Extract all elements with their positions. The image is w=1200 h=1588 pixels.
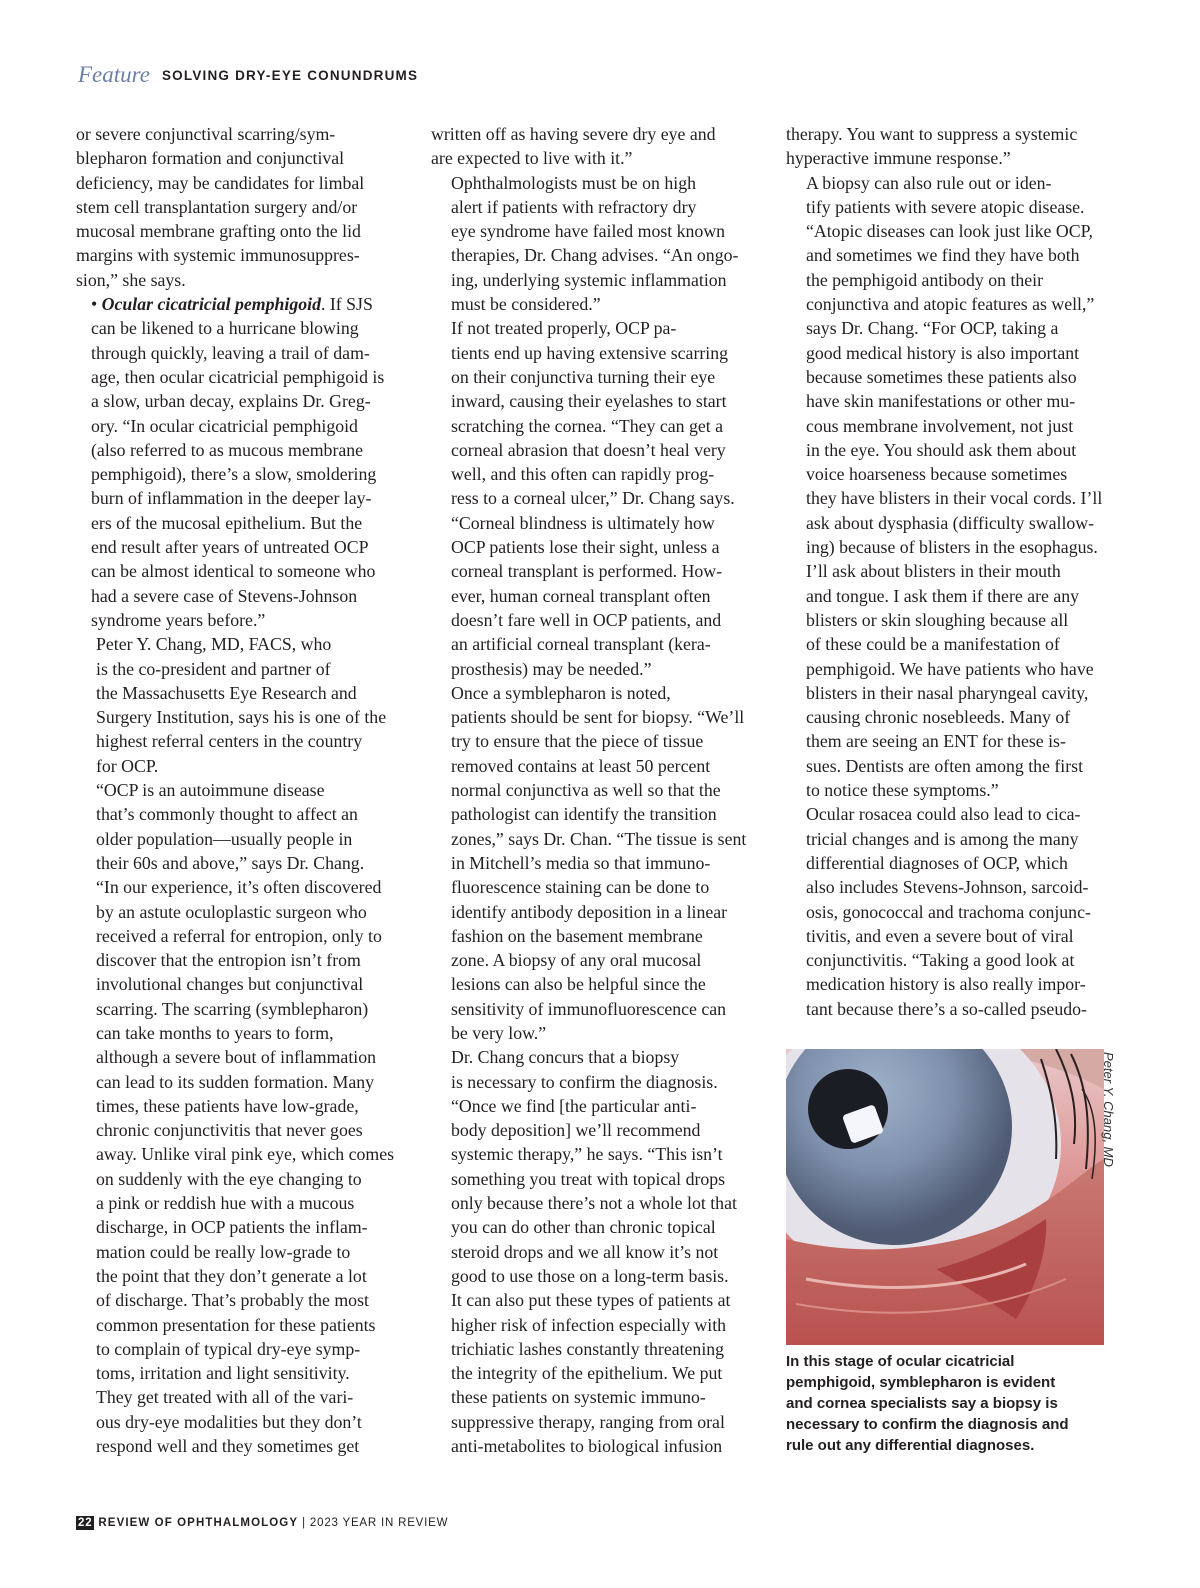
text-line: inward, causing their eyelashes to start: [451, 391, 727, 412]
text-line: trichiatic lashes constantly threatening: [451, 1338, 725, 1359]
text-line: “Once we find [the particular anti-: [451, 1095, 697, 1116]
text-line: mation could be really low-grade to: [96, 1241, 351, 1262]
text-line: tify patients with severe atopic disease.: [806, 196, 1085, 217]
text-line: Surgery Institution, says his is one of the: [96, 707, 387, 728]
text-line: scratching the cornea. “They can get a: [451, 415, 724, 436]
text-line: must be considered.”: [451, 294, 601, 315]
text-line: ers of the mucosal epithelium. But the: [91, 512, 363, 533]
text-line: systemic therapy,” he says. “This isn’t: [451, 1144, 723, 1165]
text-line: had a severe case of Stevens-Johnson: [91, 585, 358, 606]
text-line: of discharge. That’s probably the most: [96, 1290, 369, 1311]
text-line: the Massachusetts Eye Research and: [96, 682, 357, 703]
text-line: blisters in their nasal pharyngeal cavity,: [806, 682, 1089, 703]
figure-caption: [786, 1351, 1106, 1456]
text-line: highest referral centers in the country: [96, 731, 363, 752]
publication-name: REVIEW OF OPHTHALMOLOGY: [98, 1517, 299, 1529]
text-line: medication history is also really impor-: [806, 974, 1086, 995]
text-line: sensitivity of immunofluorescence can: [451, 998, 727, 1019]
text-line: fashion on the basement membrane: [451, 925, 703, 946]
text-line: “Atopic diseases can look just like OCP,: [806, 221, 1093, 242]
text-line: can lead to its sudden formation. Many: [96, 1071, 375, 1092]
footer-divider: |: [302, 1517, 306, 1529]
text-line: patients should be sent for biopsy. “We’ll: [451, 707, 745, 728]
article-paragraph: [76, 122, 398, 292]
text-line: away. Unlike viral pink eye, which comes: [96, 1144, 395, 1165]
article-column-3: [786, 122, 1108, 1021]
text-line: therapies, Dr. Chang advises. “An ongo-: [451, 245, 739, 266]
text-line: pemphigoid), there’s a slow, smoldering: [91, 464, 377, 485]
text-line: zone. A biopsy of any oral mucosal: [451, 950, 702, 971]
text-line: and sometimes we find they have both: [806, 245, 1080, 266]
text-line: (also referred to as mucous membrane: [91, 439, 364, 460]
eye-photo: [786, 1049, 1104, 1345]
text-line: eye syndrome have failed most known: [451, 221, 726, 242]
text-line: body deposition] we’ll recommend: [451, 1120, 701, 1141]
text-line: discover that the entropion isn’t from: [96, 950, 361, 971]
text-line: tricial changes and is among the many: [806, 828, 1079, 849]
article-column-1: [76, 122, 398, 1458]
text-line: on their conjunctiva turning their eye: [451, 366, 716, 387]
text-line: ress to a corneal ulcer,” Dr. Chang says.: [451, 488, 735, 509]
text-line: If not treated properly, OCP pa-: [451, 318, 677, 339]
text-line: something you treat with topical drops: [451, 1168, 726, 1189]
text-line: It can also put these types of patients at: [451, 1290, 731, 1311]
text-line: They get treated with all of the vari-: [96, 1387, 354, 1408]
article-paragraph: [786, 171, 1108, 803]
text-line: pathologist can identify the transition: [451, 804, 717, 825]
text-line: higher risk of infection especially with: [451, 1314, 727, 1335]
text-line: I’ll ask about blisters in their mouth: [806, 561, 1061, 582]
text-line: respond well and they sometimes get: [96, 1436, 360, 1457]
article-paragraph: [786, 122, 1108, 171]
text-line: involutional changes but conjunctival: [96, 974, 364, 995]
text-line: blisters or skin sloughing because all: [806, 609, 1069, 630]
text-line: older population—usually people in: [96, 828, 353, 849]
text-line: have skin manifestations or other mu-: [806, 391, 1076, 412]
text-line: ing) because of blisters in the esophagus.: [806, 537, 1098, 558]
article-paragraph: [786, 802, 1108, 1021]
article-paragraph: [76, 778, 398, 1458]
caption-line: and cornea specialists say a biopsy is: [786, 1395, 1058, 1412]
text-line: chronic conjunctivitis that never goes: [96, 1120, 363, 1141]
text-line: syndrome years before.”: [91, 609, 266, 630]
text-line: of these could be a manifestation of: [806, 634, 1060, 655]
text-line: the integrity of the epithelium. We put: [451, 1363, 723, 1384]
article-paragraph: [431, 316, 753, 680]
text-line: discharge, in OCP patients the inflam-: [96, 1217, 368, 1238]
bullet: •: [91, 294, 102, 315]
text-line: cous membrane involvement, not just: [806, 415, 1074, 436]
section-title: SOLVING DRY-EYE CONUNDRUMS: [161, 68, 419, 83]
text-line: prosthesis) may be needed.”: [451, 658, 652, 679]
text-line: common presentation for these patients: [96, 1314, 376, 1335]
text-line: steroid drops and we all know it’s not: [451, 1241, 719, 1262]
text-line: sion,” she says.: [76, 269, 186, 290]
text-line: alert if patients with refractory dry: [451, 196, 697, 217]
text-line: an artificial corneal transplant (kera-: [451, 634, 711, 655]
text-line: is necessary to confirm the diagnosis.: [451, 1071, 718, 1092]
text-line: received a referral for entropion, only to: [96, 925, 382, 946]
page-footer: [76, 1516, 448, 1530]
text-line: pemphigoid. We have patients who have: [806, 658, 1094, 679]
photo-credit: Peter Y. Chang, MD: [1101, 1052, 1116, 1167]
text-line: anti-metabolites to biological infusion: [451, 1436, 723, 1457]
text-line: says Dr. Chang. “For OCP, taking a: [806, 318, 1059, 339]
text-line: mucosal membrane grafting onto the lid: [76, 221, 361, 242]
text-line: try to ensure that the piece of tissue: [451, 731, 704, 752]
text-line: tivitis, and even a severe bout of viral: [806, 925, 1074, 946]
text-line: Ocular rosacea could also lead to cica-: [806, 804, 1081, 825]
text-line: are expected to live with it.”: [431, 148, 633, 169]
text-line: although a severe bout of inflammation: [96, 1047, 376, 1068]
text-line: identify antibody deposition in a linear: [451, 901, 728, 922]
text-line: differential diagnoses of OCP, which: [806, 852, 1068, 873]
text-line: deficiency, may be candidates for limbal: [76, 172, 365, 193]
text-line: because sometimes these patients also: [806, 366, 1077, 387]
text-line: the pemphigoid antibody on their: [806, 269, 1044, 290]
text-line: to notice these symptoms.”: [806, 780, 999, 801]
text-line: A biopsy can also rule out or iden-: [806, 172, 1052, 193]
text-line: burn of inflammation in the deeper lay-: [91, 488, 372, 509]
caption-line: necessary to confirm the diagnosis and: [786, 1416, 1069, 1433]
issue-name: 2023 YEAR IN REVIEW: [309, 1517, 449, 1529]
text-line: ask about dysphasia (difficulty swallow-: [806, 512, 1095, 533]
text-line: they have blisters in their vocal cords. I’ll: [806, 488, 1103, 509]
text-line: doesn’t fare well in OCP patients, and: [451, 609, 722, 630]
text-line: and tongue. I ask them if there are any: [806, 585, 1080, 606]
text-line: can take months to years to form,: [96, 1022, 334, 1043]
text-line: a slow, urban decay, explains Dr. Greg-: [91, 391, 371, 412]
text-line: “Corneal blindness is ultimately how: [451, 512, 715, 533]
text-line: therapy. You want to suppress a systemic: [786, 124, 1078, 144]
text-line: or severe conjunctival scarring/sym-: [76, 124, 336, 144]
text-line: blepharon formation and conjunctival: [76, 148, 345, 169]
eye-photo-illustration: [786, 1049, 1104, 1345]
subheading: Ocular cicatricial pemphigoid: [101, 294, 321, 315]
article-paragraph: [76, 632, 398, 778]
text-line: in Mitchell’s media so that immuno-: [451, 852, 711, 873]
text-line: toms, irritation and light sensitivity.: [96, 1363, 350, 1384]
text-line: age, then ocular cicatricial pemphigoid is: [91, 366, 385, 387]
text-line: ory. “In ocular cicatricial pemphigoid: [91, 415, 358, 436]
text-line: suppressive therapy, ranging from oral: [451, 1411, 725, 1432]
text-line: you can do other than chronic topical: [451, 1217, 716, 1238]
text-line: Once a symblepharon is noted,: [451, 682, 671, 703]
text-run: . If SJS: [320, 294, 373, 315]
text-line: through quickly, leaving a trail of dam-: [91, 342, 370, 363]
text-line: that’s commonly thought to affect an: [96, 804, 358, 825]
text-line: by an astute oculoplastic surgeon who: [96, 901, 367, 922]
text-line: corneal transplant is performed. How-: [451, 561, 723, 582]
text-line: the point that they don’t generate a lot: [96, 1265, 367, 1286]
article-paragraph: [431, 1045, 753, 1458]
text-line: causing chronic nosebleeds. Many of: [806, 707, 1071, 728]
text-line: be very low.”: [451, 1022, 547, 1043]
text-line: Ophthalmologists must be on high: [451, 172, 696, 193]
text-line: conjunctivitis. “Taking a good look at: [806, 950, 1075, 971]
article-paragraph: [431, 171, 753, 317]
article-paragraph: [431, 122, 753, 171]
text-line: tients end up having extensive scarring: [451, 342, 729, 363]
text-line: for OCP.: [96, 755, 159, 776]
text-line: stem cell transplantation surgery and/or: [76, 196, 358, 217]
text-line: margins with systemic immunosuppres-: [76, 245, 360, 266]
text-line: normal conjunctiva as well so that the: [451, 780, 721, 801]
text-line: their 60s and above,” says Dr. Chang.: [96, 852, 365, 873]
text-line: tant because there’s a so-called pseudo-: [806, 998, 1087, 1019]
caption-line: In this stage of ocular cicatricial: [786, 1353, 1015, 1370]
text-line: is the co-president and partner of: [96, 658, 331, 679]
text-line: removed contains at least 50 percent: [451, 755, 711, 776]
text-line: in the eye. You should ask them about: [806, 439, 1077, 460]
text-line: can be likened to a hurricane blowing: [91, 318, 359, 339]
text-line: [76, 292, 398, 316]
text-line: Dr. Chang concurs that a biopsy: [451, 1047, 680, 1068]
text-line: Peter Y. Chang, MD, FACS, who: [96, 634, 332, 655]
article-paragraph: [76, 292, 398, 632]
feature-label: Feature: [78, 62, 150, 87]
text-line: conjunctiva and atopic features as well,”: [806, 294, 1095, 315]
page-header: [78, 62, 418, 88]
text-line: osis, gonococcal and trachoma conjunc-: [806, 901, 1091, 922]
caption-line: rule out any differential diagnoses.: [786, 1437, 1035, 1454]
text-line: these patients on systemic immuno-: [451, 1387, 706, 1408]
article-column-2: [431, 122, 753, 1458]
text-line: ing, underlying systemic inflammation: [451, 269, 727, 290]
text-line: sues. Dentists are often among the first: [806, 755, 1084, 776]
text-line: written off as having severe dry eye and: [431, 124, 716, 144]
text-line: a pink or reddish hue with a mucous: [96, 1193, 355, 1214]
article-paragraph: [431, 681, 753, 1045]
text-line: good medical history is also important: [806, 342, 1080, 363]
text-line: corneal abrasion that doesn’t heal very: [451, 439, 726, 460]
page-number: 22: [78, 1517, 93, 1529]
text-line: only because there’s not a whole lot that: [451, 1193, 737, 1214]
text-line: “OCP is an autoimmune disease: [96, 780, 325, 801]
text-line: them are seeing an ENT for these is-: [806, 731, 1066, 752]
text-line: times, these patients have low-grade,: [96, 1095, 359, 1116]
text-line: scarring. The scarring (symblepharon): [96, 998, 369, 1019]
text-line: well, and this often can rapidly prog-: [451, 464, 715, 485]
text-line: voice hoarseness because sometimes: [806, 464, 1068, 485]
text-line: OCP patients lose their sight, unless a: [451, 537, 720, 558]
text-line: can be almost identical to someone who: [91, 561, 376, 582]
text-line: also includes Stevens-Johnson, sarcoid-: [806, 877, 1089, 898]
text-line: lesions can also be helpful since the: [451, 974, 706, 995]
caption-line: pemphigoid, symblepharon is evident: [786, 1374, 1056, 1391]
text-line: end result after years of untreated OCP: [91, 537, 369, 558]
text-line: to complain of typical dry-eye symp-: [96, 1338, 361, 1359]
text-line: on suddenly with the eye changing to: [96, 1168, 362, 1189]
text-line: ous dry-eye modalities but they don’t: [96, 1411, 362, 1432]
text-line: “In our experience, it’s often discovered: [96, 877, 382, 898]
text-line: hyperactive immune response.”: [786, 148, 1011, 169]
text-line: good to use those on a long-term basis.: [451, 1265, 729, 1286]
text-line: fluorescence staining can be done to: [451, 877, 710, 898]
text-line: zones,” says Dr. Chan. “The tissue is sent: [451, 828, 747, 849]
text-line: ever, human corneal transplant often: [451, 585, 711, 606]
